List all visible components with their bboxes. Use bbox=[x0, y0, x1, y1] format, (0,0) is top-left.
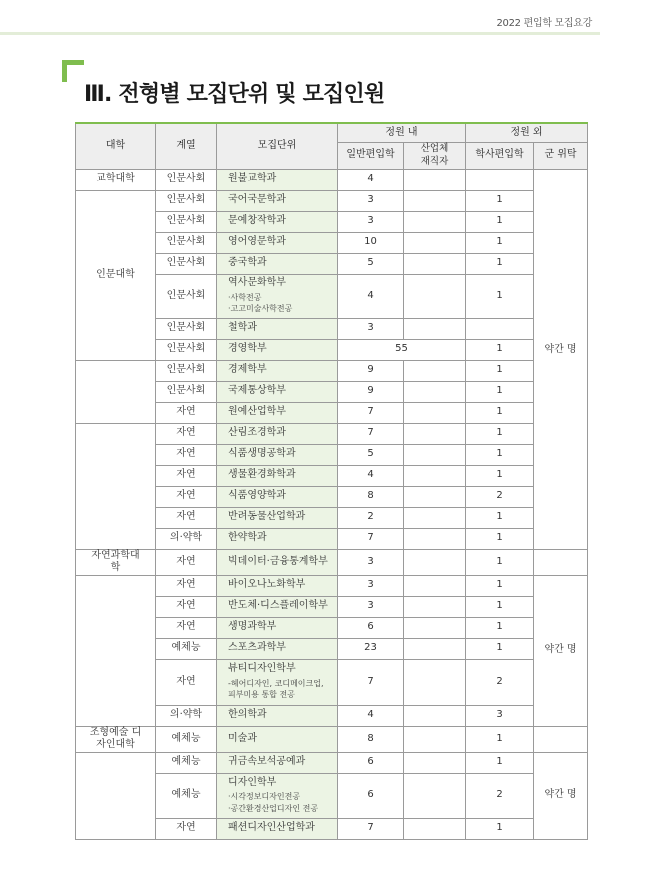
industry-count-cell bbox=[404, 274, 466, 318]
general-count-cell: 6 bbox=[338, 617, 404, 638]
unit-name: 귀금속보석공예과 bbox=[228, 756, 306, 768]
college-cell: 자연과학대학 bbox=[76, 549, 156, 575]
track-cell: 인문사회 bbox=[156, 253, 217, 274]
industry-count-cell bbox=[404, 465, 466, 486]
unit-cell bbox=[217, 773, 338, 818]
track-cell: 인문사회 bbox=[156, 360, 217, 381]
unit-subtitle: ·시각정보디자인전공 bbox=[228, 792, 301, 802]
general-count-cell: 3 bbox=[338, 211, 404, 232]
general-count-cell: 5 bbox=[338, 444, 404, 465]
unit-name: 경제학부 bbox=[228, 364, 267, 376]
industry-count-cell bbox=[404, 773, 466, 818]
bachelor-count-cell: 2 bbox=[466, 773, 534, 818]
track-cell: 자연 bbox=[156, 549, 217, 575]
table-row bbox=[76, 360, 588, 381]
industry-count-cell bbox=[404, 486, 466, 507]
industry-count-cell bbox=[404, 423, 466, 444]
industry-count-cell bbox=[404, 211, 466, 232]
unit-name: 중국학과 bbox=[228, 257, 267, 269]
general-count-cell: 3 bbox=[338, 596, 404, 617]
track-cell: 예체능 bbox=[156, 773, 217, 818]
college-cell bbox=[76, 575, 156, 726]
table-body bbox=[76, 169, 588, 839]
bachelor-count-cell: 3 bbox=[466, 705, 534, 726]
unit-cell bbox=[217, 596, 338, 617]
general-count-cell: 3 bbox=[338, 190, 404, 211]
industry-count-cell bbox=[404, 528, 466, 549]
unit-name: 생물환경화학과 bbox=[228, 469, 296, 481]
unit-name: 생명과학부 bbox=[228, 621, 277, 633]
unit-name: 한의학과 bbox=[228, 709, 267, 721]
track-cell: 자연 bbox=[156, 507, 217, 528]
general-count-cell: 4 bbox=[338, 465, 404, 486]
unit-subtitle: 피부미용 통합 전공 bbox=[228, 690, 295, 700]
industry-count-cell bbox=[404, 659, 466, 705]
unit-cell bbox=[217, 752, 338, 773]
unit-cell bbox=[217, 726, 338, 752]
bachelor-count-cell: 1 bbox=[466, 549, 534, 575]
unit-cell bbox=[217, 318, 338, 339]
track-cell: 예체능 bbox=[156, 638, 217, 659]
industry-count-cell bbox=[404, 232, 466, 253]
general-count-cell: 10 bbox=[338, 232, 404, 253]
unit-cell bbox=[217, 659, 338, 705]
bachelor-count-cell: 1 bbox=[466, 507, 534, 528]
bachelor-count-cell: 1 bbox=[466, 190, 534, 211]
college-cell: 조형예술 디자인대학 bbox=[76, 726, 156, 752]
college-cell bbox=[76, 360, 156, 423]
bachelor-count-cell: 1 bbox=[466, 528, 534, 549]
unit-subtitle: ·사학전공 bbox=[228, 292, 262, 302]
unit-name: 식품영양학과 bbox=[228, 490, 286, 502]
bachelor-count-cell: 1 bbox=[466, 465, 534, 486]
bachelor-count-cell: 1 bbox=[466, 726, 534, 752]
unit-name: 역사문화학부 bbox=[228, 277, 286, 289]
military-cell bbox=[534, 726, 588, 752]
header-industry bbox=[404, 142, 466, 169]
general-count-cell: 3 bbox=[338, 318, 404, 339]
college-cell bbox=[76, 752, 156, 839]
unit-name: 원예산업학부 bbox=[228, 406, 286, 418]
general-count-cell: 5 bbox=[338, 253, 404, 274]
unit-cell bbox=[217, 402, 338, 423]
unit-subtitle: ·고고미술사학전공 bbox=[228, 304, 293, 314]
bachelor-count-cell: 1 bbox=[466, 381, 534, 402]
unit-name: 반려동물산업학과 bbox=[228, 511, 306, 523]
unit-cell bbox=[217, 575, 338, 596]
unit-name: 원불교학과 bbox=[228, 173, 277, 185]
unit-cell bbox=[217, 381, 338, 402]
table-row bbox=[76, 752, 588, 773]
military-cell: 약간 명 bbox=[534, 575, 588, 726]
bachelor-count-cell: 1 bbox=[466, 402, 534, 423]
unit-cell bbox=[217, 232, 338, 253]
bachelor-count-cell: 1 bbox=[466, 575, 534, 596]
bachelor-count-cell: 1 bbox=[466, 360, 534, 381]
track-cell: 인문사회 bbox=[156, 274, 217, 318]
industry-count-cell bbox=[404, 575, 466, 596]
general-count-cell: 8 bbox=[338, 486, 404, 507]
military-cell: 약간 명 bbox=[534, 752, 588, 839]
track-cell: 자연 bbox=[156, 617, 217, 638]
unit-name: 디자인학부 bbox=[228, 776, 277, 788]
general-count-cell: 7 bbox=[338, 402, 404, 423]
unit-cell bbox=[217, 211, 338, 232]
unit-name: 뷰티디자인학부 bbox=[228, 663, 296, 675]
track-cell: 인문사회 bbox=[156, 190, 217, 211]
unit-cell bbox=[217, 617, 338, 638]
header-outside-quota: 정원 외 bbox=[466, 123, 588, 142]
bachelor-count-cell: 1 bbox=[466, 232, 534, 253]
military-cell: 약간 명 bbox=[534, 169, 588, 549]
general-count-cell: 7 bbox=[338, 423, 404, 444]
track-cell: 자연 bbox=[156, 596, 217, 617]
table-row bbox=[76, 549, 588, 575]
unit-name: 경영학부 bbox=[228, 343, 267, 355]
unit-cell bbox=[217, 360, 338, 381]
track-cell: 자연 bbox=[156, 486, 217, 507]
college-cell: 교학대학 bbox=[76, 169, 156, 190]
track-cell: 자연 bbox=[156, 575, 217, 596]
bachelor-count-cell: 1 bbox=[466, 423, 534, 444]
track-cell: 예체능 bbox=[156, 726, 217, 752]
unit-subtitle: -헤어디자인, 코디메이크업, bbox=[228, 678, 324, 688]
general-count-cell: 7 bbox=[338, 818, 404, 839]
general-count-cell: 7 bbox=[338, 528, 404, 549]
unit-cell bbox=[217, 549, 338, 575]
unit-cell bbox=[217, 705, 338, 726]
bachelor-count-cell: 1 bbox=[466, 211, 534, 232]
track-cell: 인문사회 bbox=[156, 232, 217, 253]
bachelor-count-cell: 1 bbox=[466, 274, 534, 318]
industry-count-cell bbox=[404, 360, 466, 381]
unit-cell bbox=[217, 423, 338, 444]
industry-count-cell bbox=[404, 818, 466, 839]
unit-subtitle: ·공간환경산업디자인 전공 bbox=[228, 803, 319, 813]
industry-count-cell bbox=[404, 726, 466, 752]
unit-name: 반도체·디스플레이학부 bbox=[228, 600, 328, 612]
header-unit: 모집단위 bbox=[217, 123, 338, 169]
title-corner-mark bbox=[62, 60, 84, 82]
unit-name: 국제통상학부 bbox=[228, 385, 286, 397]
track-cell: 자연 bbox=[156, 423, 217, 444]
track-cell: 자연 bbox=[156, 402, 217, 423]
general-count-cell: 7 bbox=[338, 659, 404, 705]
unit-name: 산림조경학과 bbox=[228, 427, 286, 439]
track-cell: 자연 bbox=[156, 465, 217, 486]
industry-count-cell bbox=[404, 402, 466, 423]
industry-count-cell bbox=[404, 705, 466, 726]
table-row bbox=[76, 190, 588, 211]
college-cell bbox=[76, 423, 156, 549]
unit-cell bbox=[217, 638, 338, 659]
general-count-cell: 6 bbox=[338, 773, 404, 818]
unit-cell bbox=[217, 486, 338, 507]
general-count-cell: 55 bbox=[338, 339, 466, 360]
general-count-cell: 4 bbox=[338, 169, 404, 190]
bachelor-count-cell: 1 bbox=[466, 596, 534, 617]
unit-name: 문예창작학과 bbox=[228, 215, 286, 227]
general-count-cell: 4 bbox=[338, 274, 404, 318]
industry-count-cell bbox=[404, 253, 466, 274]
unit-name: 빅데이터·금융통계학부 bbox=[228, 555, 328, 567]
table-row bbox=[76, 575, 588, 596]
general-count-cell: 3 bbox=[338, 549, 404, 575]
unit-cell bbox=[217, 444, 338, 465]
bachelor-count-cell: 2 bbox=[466, 659, 534, 705]
bachelor-count-cell: 1 bbox=[466, 638, 534, 659]
unit-cell bbox=[217, 465, 338, 486]
track-cell: 예체능 bbox=[156, 752, 217, 773]
track-cell: 인문사회 bbox=[156, 318, 217, 339]
industry-count-cell bbox=[404, 381, 466, 402]
track-cell: 인문사회 bbox=[156, 381, 217, 402]
general-count-cell: 4 bbox=[338, 705, 404, 726]
unit-name: 스포츠과학부 bbox=[228, 642, 286, 654]
bachelor-count-cell bbox=[466, 318, 534, 339]
general-count-cell: 9 bbox=[338, 360, 404, 381]
header-within-quota: 정원 내 bbox=[338, 123, 466, 142]
bachelor-count-cell bbox=[466, 169, 534, 190]
unit-cell bbox=[217, 190, 338, 211]
unit-cell bbox=[217, 274, 338, 318]
unit-name: 미술과 bbox=[228, 732, 257, 744]
industry-count-cell bbox=[404, 596, 466, 617]
track-cell: 인문사회 bbox=[156, 169, 217, 190]
general-count-cell: 9 bbox=[338, 381, 404, 402]
unit-cell bbox=[217, 818, 338, 839]
track-cell: 자연 bbox=[156, 659, 217, 705]
table-row bbox=[76, 169, 588, 190]
general-count-cell: 23 bbox=[338, 638, 404, 659]
unit-name: 영어영문학과 bbox=[228, 236, 286, 248]
industry-count-cell bbox=[404, 318, 466, 339]
track-cell: 인문사회 bbox=[156, 339, 217, 360]
college-cell: 인문대학 bbox=[76, 190, 156, 360]
header-rule bbox=[0, 32, 600, 35]
header-industry-text: 산업체 재직자 bbox=[420, 143, 449, 167]
general-count-cell: 3 bbox=[338, 575, 404, 596]
industry-count-cell bbox=[404, 638, 466, 659]
recruitment-table bbox=[75, 122, 588, 840]
general-count-cell: 6 bbox=[338, 752, 404, 773]
table-row bbox=[76, 726, 588, 752]
unit-cell bbox=[217, 253, 338, 274]
header-general: 일반편입학 bbox=[338, 142, 404, 169]
track-cell: 자연 bbox=[156, 818, 217, 839]
header-college: 대학 bbox=[76, 123, 156, 169]
unit-name: 바이오나노화학부 bbox=[228, 579, 306, 591]
track-cell: 의·약학 bbox=[156, 528, 217, 549]
industry-count-cell bbox=[404, 507, 466, 528]
industry-count-cell bbox=[404, 752, 466, 773]
unit-cell bbox=[217, 169, 338, 190]
industry-count-cell bbox=[404, 190, 466, 211]
bachelor-count-cell: 1 bbox=[466, 752, 534, 773]
industry-count-cell bbox=[404, 617, 466, 638]
industry-count-cell bbox=[404, 549, 466, 575]
unit-name: 한약학과 bbox=[228, 532, 267, 544]
table-row bbox=[76, 423, 588, 444]
bachelor-count-cell: 1 bbox=[466, 253, 534, 274]
bachelor-count-cell: 2 bbox=[466, 486, 534, 507]
header-bachelor: 학사편입학 bbox=[466, 142, 534, 169]
industry-count-cell bbox=[404, 169, 466, 190]
running-header: 2022 편입학 모집요강 bbox=[496, 18, 592, 29]
bachelor-count-cell: 1 bbox=[466, 818, 534, 839]
unit-name: 철학과 bbox=[228, 322, 257, 334]
unit-cell bbox=[217, 339, 338, 360]
unit-cell bbox=[217, 528, 338, 549]
unit-name: 국어국문학과 bbox=[228, 194, 286, 206]
page-title: Ⅲ. 전형별 모집단위 및 모집인원 bbox=[84, 82, 385, 107]
general-count-cell: 2 bbox=[338, 507, 404, 528]
unit-cell bbox=[217, 507, 338, 528]
industry-count-cell bbox=[404, 444, 466, 465]
track-cell: 인문사회 bbox=[156, 211, 217, 232]
bachelor-count-cell: 1 bbox=[466, 339, 534, 360]
military-cell bbox=[534, 549, 588, 575]
header-military: 군 위탁 bbox=[534, 142, 588, 169]
unit-name: 식품생명공학과 bbox=[228, 448, 296, 460]
general-count-cell: 8 bbox=[338, 726, 404, 752]
track-cell: 자연 bbox=[156, 444, 217, 465]
bachelor-count-cell: 1 bbox=[466, 444, 534, 465]
bachelor-count-cell: 1 bbox=[466, 617, 534, 638]
unit-name: 패션디자인산업학과 bbox=[228, 822, 315, 834]
header-track: 계열 bbox=[156, 123, 217, 169]
track-cell: 의·약학 bbox=[156, 705, 217, 726]
